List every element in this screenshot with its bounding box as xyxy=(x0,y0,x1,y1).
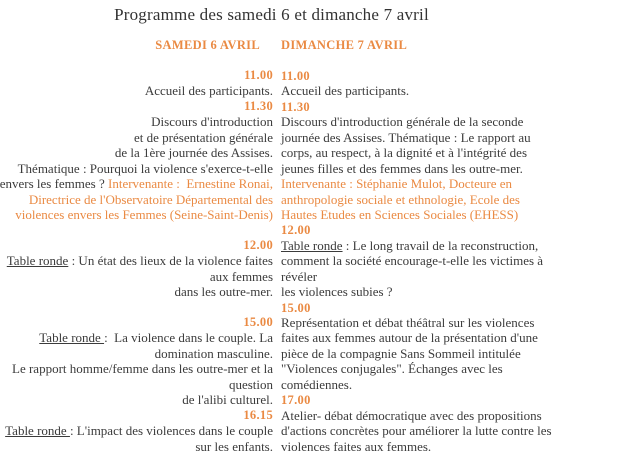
column-saturday xyxy=(0,38,273,454)
schedule-line xyxy=(281,130,619,145)
schedule-line xyxy=(0,377,273,392)
text-segment: et de présentation générale xyxy=(134,129,273,145)
text-segment: d'actions concrètes pour améliorer la lutte contre les xyxy=(281,423,552,439)
time-label: 17.00 xyxy=(281,393,311,408)
page-title: Programme des samedi 6 et dimanche 7 avril xyxy=(114,5,429,24)
text-segment: aux femmes xyxy=(209,268,273,284)
text-segment: Accueil des participants. xyxy=(281,83,410,99)
text-segment: Discours d'introduction générale de la seconde xyxy=(281,114,524,130)
text-segment: sur les enfants. xyxy=(195,438,273,454)
text-segment: Table ronde xyxy=(6,253,69,269)
text-segment: : La violence dans le couple. La xyxy=(104,330,273,346)
time-label: 12.00 xyxy=(243,237,273,252)
schedule-line xyxy=(0,207,273,222)
schedule-line xyxy=(281,192,619,207)
schedule-line xyxy=(0,284,273,299)
schedule-line xyxy=(0,176,273,191)
schedule-line xyxy=(281,330,619,345)
schedule-line xyxy=(0,408,273,423)
schedule-line xyxy=(0,130,273,145)
text-segment: : L'impact des violences dans le couple xyxy=(69,423,273,439)
text-segment: de l'alibi culturel. xyxy=(182,392,273,408)
schedule-line xyxy=(281,145,619,160)
text-segment: comédiennes. xyxy=(281,376,353,392)
schedule-line xyxy=(0,330,273,345)
text-segment: Accueil des participants. xyxy=(144,83,273,99)
text-segment: journée des Assises. Thématique : Le rapport au xyxy=(281,129,531,145)
text-segment: les violences subies ? xyxy=(281,284,393,300)
schedule xyxy=(0,38,619,454)
time-label: 15.00 xyxy=(243,315,273,329)
schedule-line xyxy=(281,253,619,268)
column-rows-saturday xyxy=(0,68,273,454)
text-segment: "Violences conjugales". Échanges avec les xyxy=(281,361,503,377)
schedule-line xyxy=(0,439,273,454)
schedule-line xyxy=(281,99,619,114)
schedule-line xyxy=(281,284,619,299)
text-segment: jeunes filles et des femmes dans les outre-mer. xyxy=(281,160,523,176)
text-segment: Le rapport homme/femme dans les outre-mer et la xyxy=(12,361,273,377)
schedule-line xyxy=(0,361,273,376)
text-segment: Thématique : Pourquoi la violence s'exerce-t-elle xyxy=(17,160,273,176)
schedule-line xyxy=(0,315,273,330)
schedule-line xyxy=(0,192,273,207)
time-label: 16.15 xyxy=(243,407,273,422)
schedule-line xyxy=(281,361,619,376)
text-segment: domination masculine. xyxy=(154,345,273,361)
schedule-line xyxy=(0,145,273,160)
text-segment: violences envers les Femmes (Seine-Saint-Denis) xyxy=(15,206,273,222)
time-label: 11.30 xyxy=(281,99,310,114)
schedule-line xyxy=(0,161,273,176)
text-segment: violences faites aux femmes. xyxy=(281,438,432,454)
text-segment: envers les femmes ? xyxy=(0,176,109,192)
schedule-line xyxy=(281,377,619,392)
text-segment: Représentation et débat théâtral sur les violences xyxy=(281,315,535,330)
schedule-line xyxy=(281,269,619,284)
schedule-line xyxy=(281,392,619,407)
time-label: 11.00 xyxy=(244,68,273,82)
text-segment: Intervenante : Stéphanie Mulot, Docteure en xyxy=(281,176,513,192)
text-segment: Intervenante : Ernestine Ronai, xyxy=(108,176,273,192)
schedule-line xyxy=(281,161,619,176)
text-segment: Table ronde xyxy=(281,237,343,253)
text-segment: Atelier- débat démocratique avec des propositions xyxy=(281,407,542,423)
text-segment: anthropologie sociale et ethnologie, Ecole des xyxy=(281,191,520,207)
column-header-saturday: SAMEDI 6 AVRIL xyxy=(155,38,260,52)
text-segment: corps, au respect, à la dignité et à l'intégrité des xyxy=(281,145,527,161)
schedule-line xyxy=(281,114,619,129)
time-label: 15.00 xyxy=(281,300,311,315)
time-label: 12.00 xyxy=(281,223,311,238)
text-segment: dans les outre-mer. xyxy=(174,284,273,300)
blank-line xyxy=(0,300,273,315)
text-segment: Table ronde xyxy=(39,330,105,346)
text-segment: : Le long travail de la reconstruction, xyxy=(342,237,539,253)
schedule-line xyxy=(0,238,273,253)
schedule-line xyxy=(0,423,273,438)
schedule-line xyxy=(0,269,273,284)
column-rows-sunday xyxy=(281,68,619,454)
schedule-line xyxy=(281,222,619,237)
schedule-line xyxy=(281,238,619,253)
time-label: 11.00 xyxy=(281,69,310,83)
text-segment: Directrice de l'Observatoire Départemental des xyxy=(28,191,273,207)
text-segment: révéler xyxy=(281,268,318,284)
text-segment: pièce de la compagnie Sans Sommeil intitulée xyxy=(281,345,521,361)
schedule-line xyxy=(0,99,273,114)
schedule-line xyxy=(281,315,619,330)
text-segment: : Un état des lieux de la violence faites xyxy=(68,253,273,269)
schedule-line xyxy=(0,68,273,83)
blank-line xyxy=(0,222,273,237)
text-segment: Hautes Etudes en Sciences Sociales (EHESS) xyxy=(281,206,519,222)
text-segment: comment la société encourage-t-elle les victimes à xyxy=(281,253,544,269)
text-segment: faites aux femmes autour de la présentation d'une xyxy=(281,330,538,346)
schedule-line xyxy=(281,423,619,438)
column-sunday xyxy=(281,38,619,454)
schedule-line xyxy=(281,83,619,98)
schedule-line xyxy=(281,68,619,83)
schedule-line xyxy=(0,114,273,129)
column-header-sunday: DIMANCHE 7 AVRIL xyxy=(281,38,408,52)
text-segment: question xyxy=(228,376,273,392)
schedule-line xyxy=(281,176,619,191)
text-segment: Table ronde xyxy=(5,423,70,439)
schedule-line xyxy=(281,300,619,315)
schedule-line xyxy=(281,439,619,454)
text-segment: de la 1ère journée des Assises. xyxy=(114,145,273,161)
time-label: 11.30 xyxy=(244,98,273,113)
schedule-line xyxy=(0,253,273,268)
text-segment: Discours d'introduction xyxy=(151,114,273,130)
schedule-line xyxy=(281,207,619,222)
schedule-line xyxy=(0,346,273,361)
schedule-line xyxy=(281,408,619,423)
schedule-line xyxy=(281,346,619,361)
schedule-line xyxy=(0,392,273,407)
schedule-line xyxy=(0,83,273,98)
